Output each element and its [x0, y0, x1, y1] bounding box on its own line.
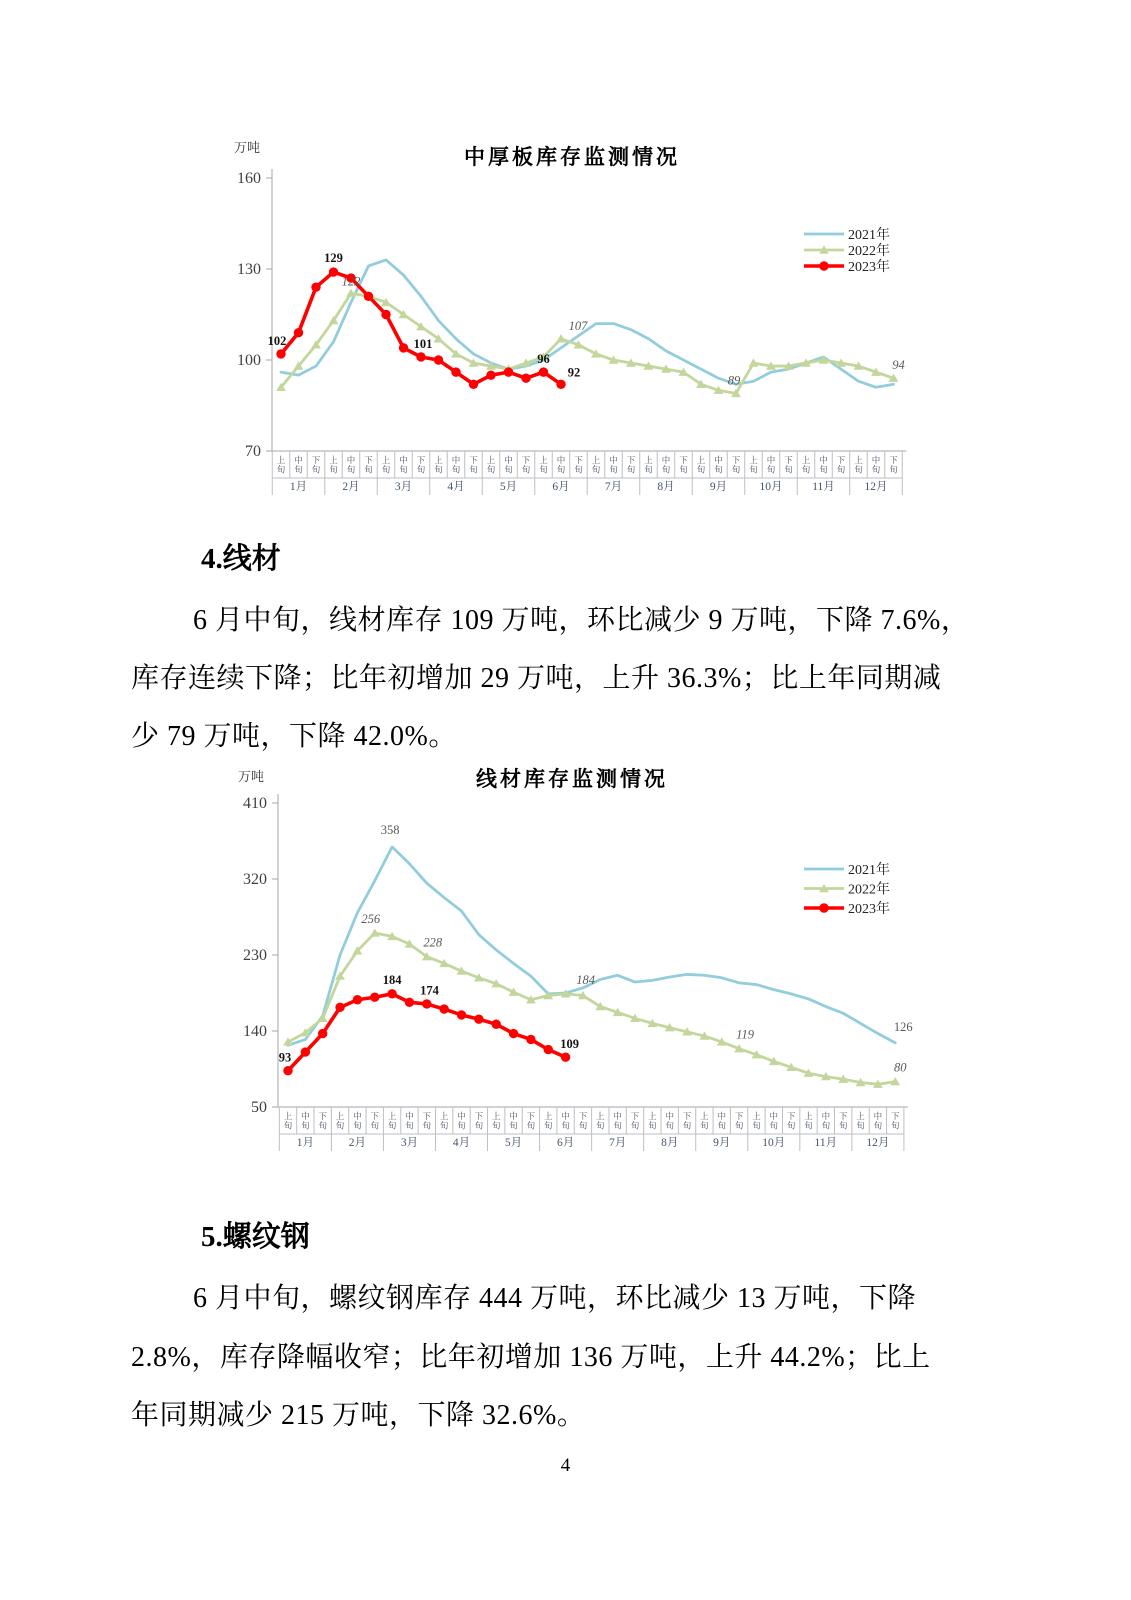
circle-marker — [311, 283, 320, 292]
x-period-label: 中旬 — [661, 455, 671, 475]
chart-medium-plate-inventory — [234, 140, 906, 495]
x-month-label: 4月 — [452, 1137, 471, 1149]
circle-marker — [439, 1004, 448, 1013]
circle-marker — [301, 1047, 310, 1056]
x-period-label: 下旬 — [889, 455, 898, 475]
x-period-label: 上旬 — [329, 455, 338, 475]
circle-marker — [509, 1029, 518, 1038]
x-period-label: 中旬 — [873, 1111, 883, 1131]
data-label: 107 — [568, 318, 588, 333]
y-tick-label: 230 — [243, 947, 267, 964]
x-period-label: 中旬 — [294, 455, 303, 475]
circle-marker — [335, 1003, 344, 1012]
x-period-label: 中旬 — [451, 455, 461, 475]
circle-marker — [318, 1029, 327, 1038]
circle-marker — [556, 380, 565, 389]
circle-marker — [504, 367, 513, 376]
x-month-label: 11月 — [812, 481, 835, 493]
x-period-label: 下旬 — [890, 1111, 900, 1131]
circle-marker — [370, 993, 379, 1002]
series-line-2022年 — [288, 933, 895, 1084]
x-period-label: 上旬 — [648, 1111, 657, 1131]
legend-label: 2021年 — [848, 863, 890, 878]
x-period-label: 中旬 — [819, 455, 828, 475]
x-period-label: 中旬 — [717, 1111, 727, 1131]
y-tick-label: 130 — [237, 261, 261, 278]
circle-marker — [416, 352, 425, 361]
x-period-label: 下旬 — [416, 455, 426, 475]
x-period-label: 下旬 — [521, 455, 531, 475]
x-period-label: 下旬 — [838, 1111, 848, 1131]
x-period-label: 下旬 — [526, 1111, 536, 1131]
circle-marker — [294, 328, 303, 337]
x-period-label: 下旬 — [370, 1111, 380, 1131]
x-period-label: 下旬 — [679, 455, 688, 475]
x-month-label: 10月 — [762, 1137, 786, 1149]
x-period-label: 中旬 — [399, 455, 408, 475]
data-label: 101 — [413, 336, 433, 351]
x-period-label: 中旬 — [556, 455, 566, 475]
data-label: 93 — [278, 1050, 292, 1065]
x-period-label: 上旬 — [434, 455, 443, 475]
triangle-marker — [556, 334, 566, 342]
x-period-label: 下旬 — [836, 455, 846, 475]
x-period-label: 中旬 — [665, 1111, 674, 1131]
circle-marker — [539, 367, 548, 376]
section-4-line-1: 6 月中旬，线材库存 109 万吨，环比减少 9 万吨，下降 7.6%， — [193, 605, 970, 636]
data-label: 129 — [324, 251, 343, 266]
x-period-label: 中旬 — [769, 1111, 779, 1131]
x-period-label: 中旬 — [766, 455, 776, 475]
x-month-label: 5月 — [504, 1137, 523, 1149]
x-period-label: 下旬 — [786, 1111, 796, 1131]
data-label: 119 — [736, 1027, 755, 1042]
circle-marker — [276, 349, 285, 358]
chart-wire-rod-inventory — [238, 767, 913, 1151]
data-label: 89 — [727, 373, 741, 388]
y-tick-label: 50 — [251, 1099, 267, 1116]
x-period-label: 下旬 — [626, 455, 636, 475]
x-period-label: 下旬 — [578, 1111, 588, 1131]
circle-marker — [521, 374, 530, 383]
circle-marker — [474, 1014, 483, 1023]
x-period-label: 中旬 — [346, 455, 356, 475]
x-period-label: 下旬 — [318, 1111, 327, 1131]
x-period-label: 下旬 — [364, 455, 373, 475]
x-period-label: 上旬 — [591, 455, 601, 475]
y-tick-label: 140 — [243, 1023, 267, 1040]
x-period-label: 中旬 — [613, 1111, 622, 1131]
x-period-label: 下旬 — [784, 455, 793, 475]
data-label: 126 — [893, 1019, 913, 1034]
legend-label: 2022年 — [848, 244, 890, 259]
x-period-label: 下旬 — [574, 455, 583, 475]
x-month-label: 5月 — [499, 481, 518, 493]
x-period-label: 下旬 — [630, 1111, 640, 1131]
data-label: 122 — [341, 274, 361, 289]
section-5-line-3: 年同期减少 215 万吨，下降 32.6%。 — [131, 1400, 586, 1431]
x-month-label: 2月 — [342, 481, 360, 493]
series-line-2021年 — [288, 847, 895, 1045]
x-period-label: 上旬 — [486, 455, 496, 475]
data-label: 80 — [894, 1060, 907, 1075]
x-period-label: 上旬 — [804, 1111, 813, 1131]
x-period-label: 上旬 — [856, 1111, 865, 1131]
section-4-heading: 4.线材 — [201, 543, 281, 575]
x-period-label: 中旬 — [871, 455, 881, 475]
section-5-line-1: 6 月中旬，螺纹钢库存 444 万吨，环比减少 13 万吨，下降 — [193, 1283, 917, 1314]
data-label: 96 — [537, 352, 550, 367]
y-tick-label: 320 — [243, 871, 267, 888]
section-4-line-2: 库存连续下降；比年初增加 29 万吨，上升 36.3%；比上年同期减 — [131, 663, 942, 694]
section-4-line-3: 少 79 万吨，下降 42.0%。 — [131, 721, 457, 752]
data-label: 102 — [267, 333, 287, 348]
circle-marker — [819, 903, 828, 912]
data-label: 228 — [423, 935, 443, 950]
y-tick-label: 410 — [243, 795, 267, 812]
circle-marker — [434, 355, 443, 364]
circle-marker — [364, 292, 373, 301]
x-month-label: 12月 — [866, 1137, 890, 1149]
x-period-label: 上旬 — [749, 455, 758, 475]
x-period-label: 下旬 — [422, 1111, 432, 1131]
circle-marker — [329, 267, 338, 276]
data-label: 92 — [567, 365, 581, 380]
y-tick-label: 70 — [245, 443, 261, 460]
circle-marker — [819, 261, 828, 270]
x-period-label: 上旬 — [696, 455, 706, 475]
x-period-label: 下旬 — [469, 455, 478, 475]
x-month-label: 9月 — [709, 481, 728, 493]
chart-title: 线材库存监测情况 — [476, 767, 668, 791]
x-period-label: 上旬 — [801, 455, 811, 475]
x-period-label: 上旬 — [543, 1111, 553, 1131]
x-month-label: 1月 — [296, 1137, 314, 1149]
circle-marker — [486, 370, 495, 379]
x-period-label: 上旬 — [700, 1111, 709, 1131]
x-period-label: 中旬 — [561, 1111, 570, 1131]
x-period-label: 上旬 — [381, 455, 391, 475]
x-period-label: 上旬 — [644, 455, 653, 475]
circle-marker — [399, 343, 408, 352]
x-period-label: 中旬 — [457, 1111, 466, 1131]
data-label: 184 — [382, 972, 402, 987]
x-month-label: 6月 — [556, 1137, 575, 1149]
x-period-label: 下旬 — [734, 1111, 744, 1131]
x-period-label: 上旬 — [439, 1111, 449, 1131]
legend-label: 2023年 — [848, 260, 890, 275]
x-month-label: 3月 — [400, 1137, 419, 1149]
circle-marker — [457, 1010, 466, 1019]
x-period-label: 上旬 — [596, 1111, 605, 1131]
x-month-label: 11月 — [814, 1137, 838, 1149]
circle-marker — [283, 1066, 292, 1075]
x-period-label: 上旬 — [387, 1111, 397, 1131]
x-month-label: 12月 — [864, 481, 888, 493]
x-month-label: 4月 — [447, 481, 465, 493]
circle-marker — [451, 367, 460, 376]
data-label: 256 — [361, 912, 381, 927]
axis-unit-label: 万吨 — [233, 140, 260, 155]
data-label: 94 — [892, 358, 905, 373]
x-period-label: 下旬 — [311, 455, 321, 475]
x-period-label: 中旬 — [714, 455, 723, 475]
page-number: 4 — [560, 1455, 571, 1476]
legend-label: 2022年 — [848, 882, 890, 898]
circle-marker — [353, 995, 362, 1004]
x-period-label: 中旬 — [609, 455, 618, 475]
x-month-label: 7月 — [604, 481, 623, 493]
circle-marker — [387, 989, 396, 998]
y-tick-label: 160 — [237, 170, 261, 187]
x-period-label: 下旬 — [731, 455, 741, 475]
circle-marker — [405, 998, 414, 1007]
x-period-label: 下旬 — [474, 1111, 484, 1131]
data-label: 109 — [560, 1037, 579, 1052]
x-month-label: 10月 — [759, 481, 783, 493]
x-period-label: 上旬 — [276, 455, 286, 475]
axis-unit-label: 万吨 — [237, 769, 264, 784]
x-month-label: 6月 — [552, 481, 570, 493]
x-period-label: 中旬 — [353, 1111, 362, 1131]
circle-marker — [561, 1052, 570, 1061]
x-period-label: 中旬 — [301, 1111, 310, 1131]
data-label: 184 — [576, 972, 595, 987]
x-month-label: 8月 — [657, 481, 675, 493]
triangle-marker — [318, 1014, 328, 1022]
x-period-label: 上旬 — [283, 1111, 293, 1131]
chart-title: 中厚板库存监测情况 — [464, 145, 680, 169]
x-month-label: 1月 — [289, 481, 308, 493]
y-tick-label: 100 — [237, 352, 261, 369]
legend-label: 2021年 — [848, 228, 890, 243]
data-label: 358 — [380, 822, 400, 837]
circle-marker — [492, 1020, 501, 1029]
section-5-heading: 5.螺纹钢 — [201, 1221, 310, 1253]
x-period-label: 上旬 — [491, 1111, 501, 1131]
circle-marker — [544, 1045, 553, 1054]
x-month-label: 7月 — [609, 1137, 627, 1149]
x-period-label: 中旬 — [504, 455, 513, 475]
x-period-label: 上旬 — [539, 455, 548, 475]
circle-marker — [381, 310, 390, 319]
x-month-label: 8月 — [661, 1137, 679, 1149]
data-label: 174 — [420, 983, 439, 998]
circle-marker — [469, 380, 478, 389]
x-period-label: 上旬 — [854, 455, 863, 475]
x-period-label: 中旬 — [509, 1111, 518, 1131]
x-period-label: 下旬 — [682, 1111, 692, 1131]
x-month-label: 3月 — [394, 481, 413, 493]
x-month-label: 2月 — [348, 1137, 367, 1149]
x-period-label: 中旬 — [821, 1111, 831, 1131]
x-month-label: 9月 — [713, 1137, 731, 1149]
circle-marker — [422, 999, 431, 1008]
circle-marker — [526, 1035, 535, 1044]
x-period-label: 上旬 — [335, 1111, 345, 1131]
legend-label: 2023年 — [848, 902, 890, 917]
x-period-label: 上旬 — [752, 1111, 761, 1131]
x-period-label: 中旬 — [405, 1111, 414, 1131]
section-5-line-2: 2.8%，库存降幅收窄；比年初增加 136 万吨，上升 44.2%；比上 — [131, 1342, 931, 1373]
series-line-2022年 — [281, 293, 894, 393]
